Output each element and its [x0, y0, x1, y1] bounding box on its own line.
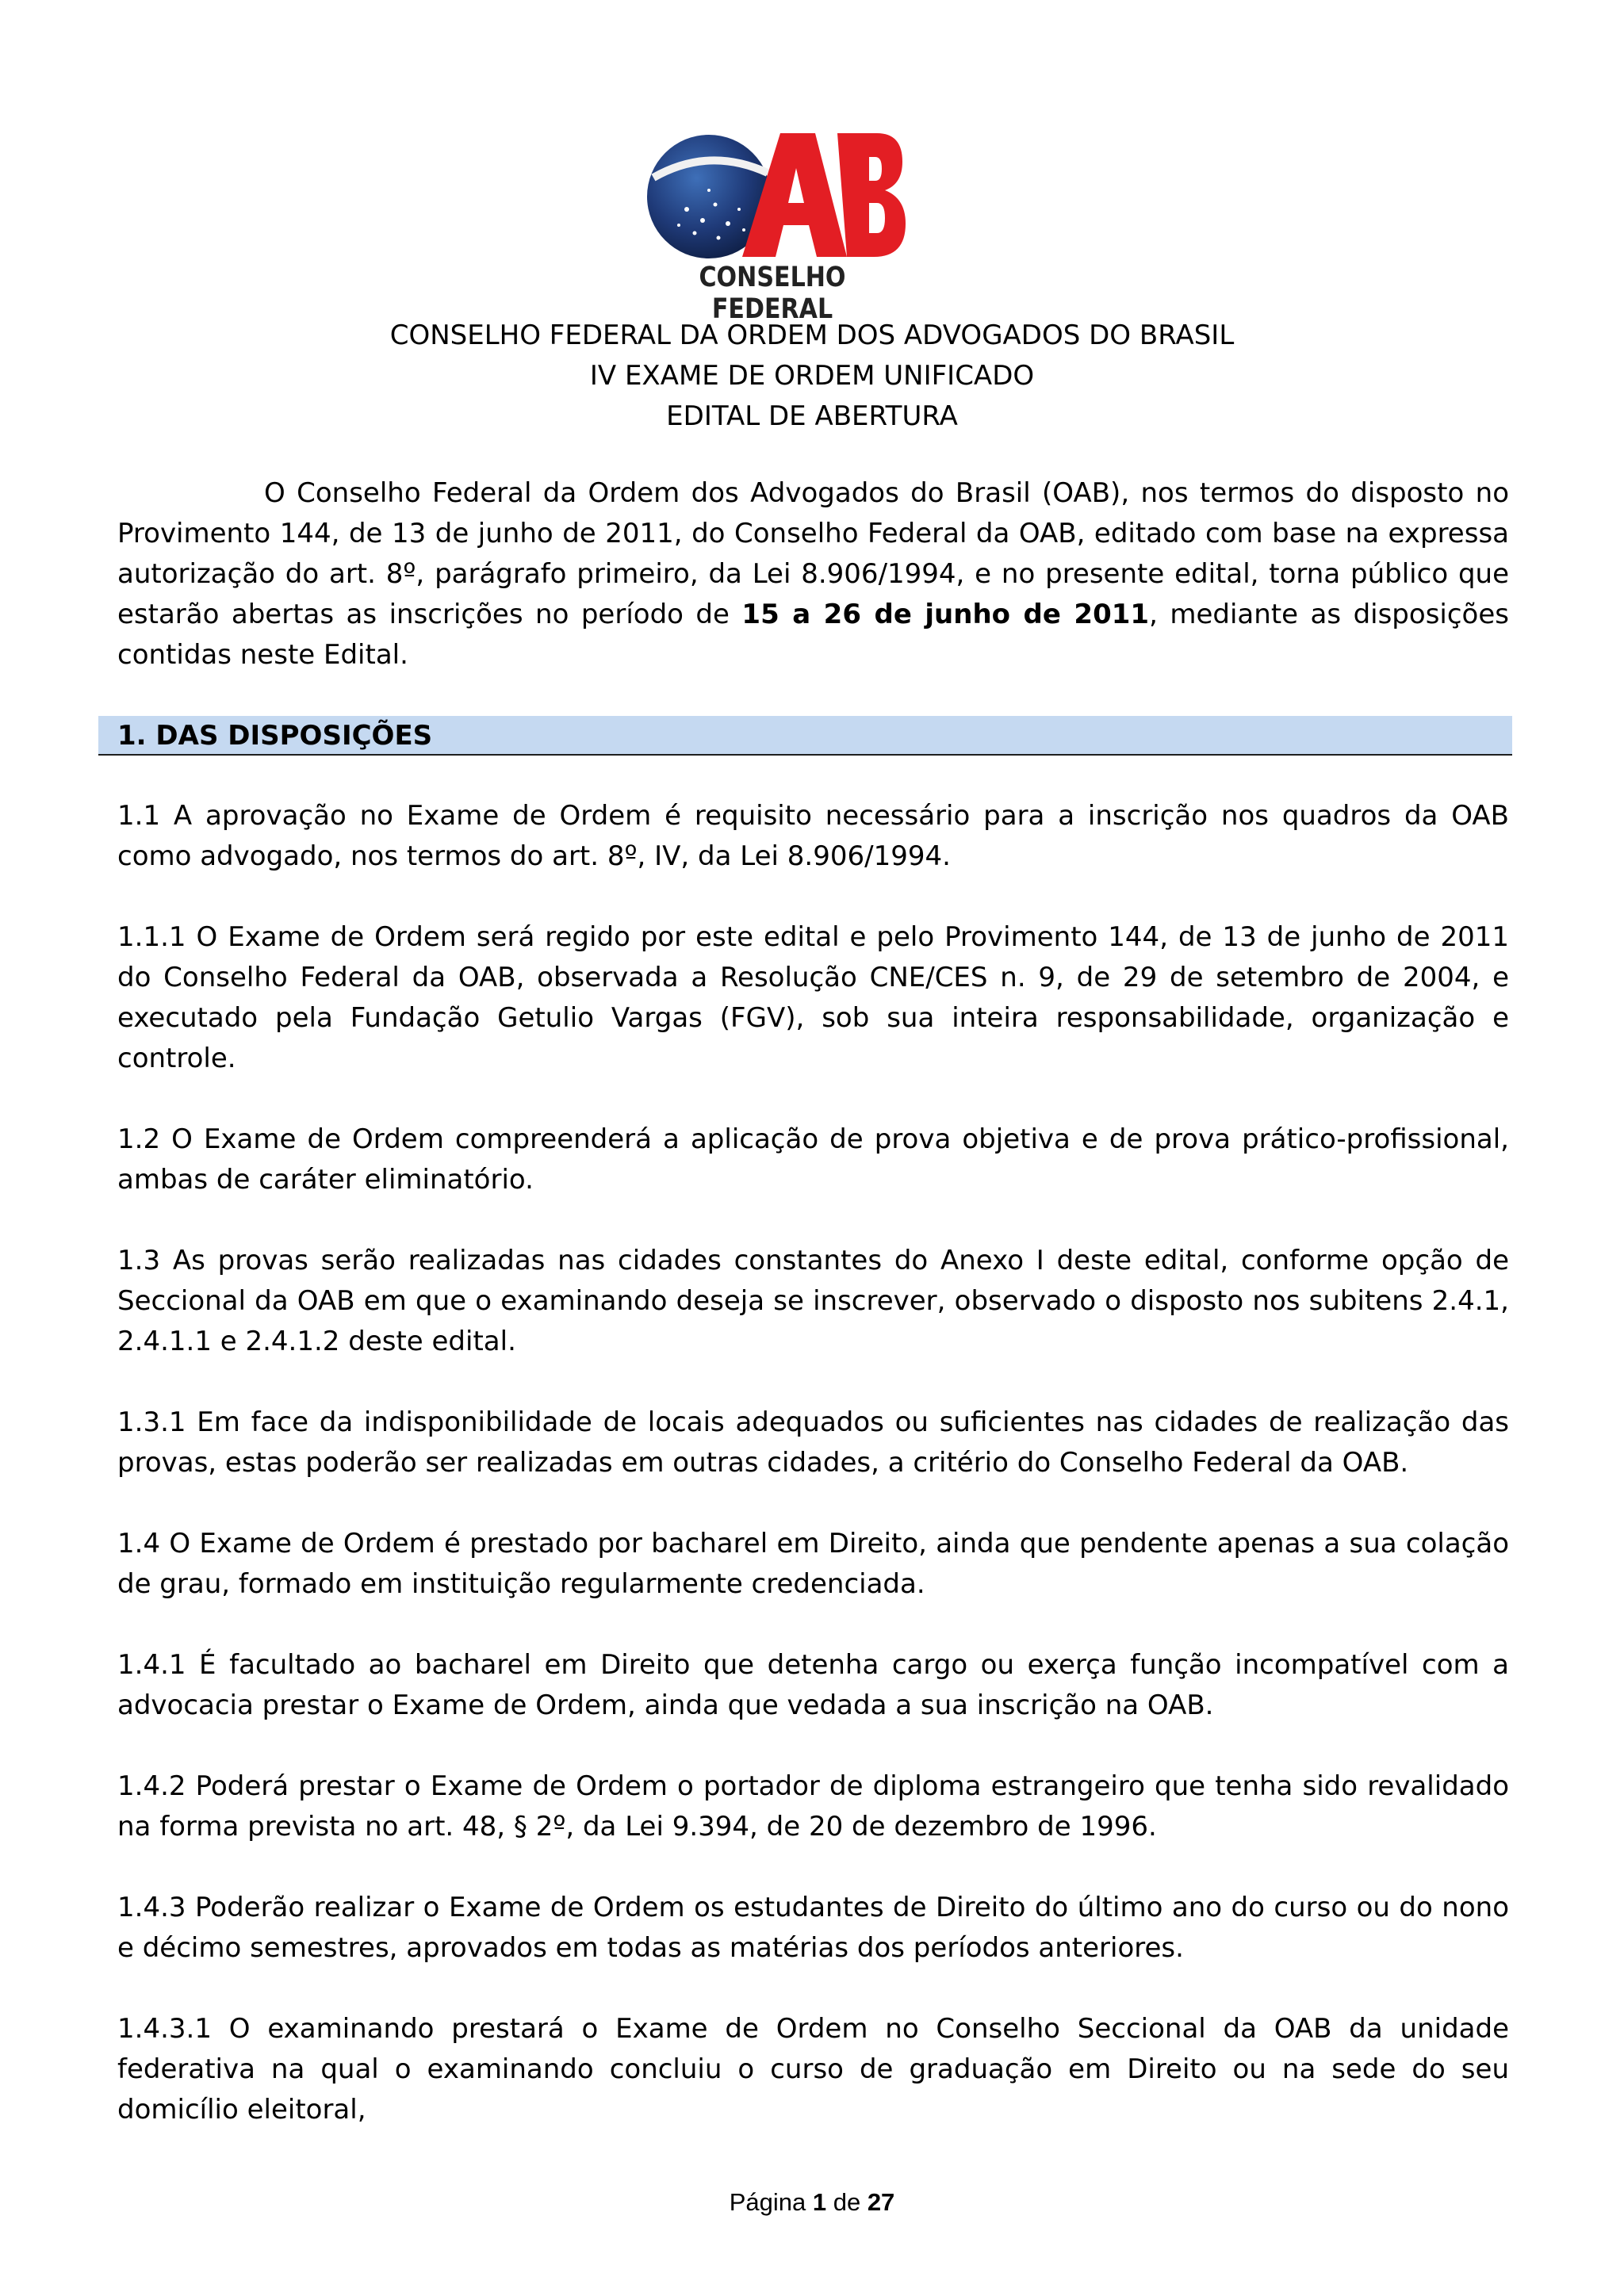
- header-line-1: CONSELHO FEDERAL DA ORDEM DOS ADVOGADOS DO BRASIL: [389, 320, 1235, 351]
- paragraph: 1.4 O Exame de Ordem é prestado por bacharel em Direito, ainda que pendente apenas a sua colação de grau, formado em instituição regularmente credenciada.: [117, 1528, 1509, 1600]
- paragraph: 1.4.3.1 O examinando prestará o Exame de Ordem no Conselho Seccional da OAB da unidade federativa na qual o examinando concluiu o curso de graduação em Direito ou na sede do seu domicílio eleitoral,: [117, 2013, 1509, 2126]
- document-body: [117, 473, 1509, 2171]
- section-heading: 1. DAS DISPOSIÇÕES: [98, 716, 1512, 756]
- intro-text-start: O Conselho Federal da Ordem dos Advogados do Brasil (OAB), nos termos do disposto no Provimento 144, de 13 de junho de 2011, do Conselho Federal da OAB, editado com base na expressa autorização do art. 8º, parágrafo primeiro, da Lei 8.906/1994, e no presente edital, torna público que estarão abertas as inscrições no período de: [117, 477, 1509, 630]
- paragraph: 1.2 O Exame de Ordem compreenderá a aplicação de prova objetiva e de prova prático-profissional, ambas de caráter eliminatório.: [117, 1123, 1509, 1196]
- footer-prefix: Página: [729, 2188, 813, 2216]
- intro-text-end: , mediante as disposições contidas neste Edital.: [117, 599, 1509, 671]
- paragraph: 1.3.1 Em face da indisponibilidade de locais adequados ou suficientes nas cidades de realização das provas, estas poderão ser realizadas em outras cidades, a critério do Conselho Federal da OAB.: [117, 1406, 1509, 1479]
- oab-logo: [639, 122, 906, 325]
- logo-caption: CONSELHO FEDERAL: [699, 262, 846, 325]
- page-footer: [0, 2188, 1624, 2217]
- header-line-2: IV EXAME DE ORDEM UNIFICADO: [589, 360, 1035, 392]
- intro-paragraph: [117, 473, 1509, 675]
- paragraph: 1.3 As provas serão realizadas nas cidades constantes do Anexo I deste edital, conforme opção de Seccional da OAB em que o examinando deseja se inscrever, observado o disposto nos subitens 2.4.1, 2.4.1.1 e 2.4.1.2 deste edital.: [117, 1245, 1509, 1357]
- paragraph: 1.4.1 É facultado ao bacharel em Direito que detenha cargo ou exerça função incompatível com a advocacia prestar o Exame de Ordem, ainda que vedada a sua inscrição na OAB.: [117, 1649, 1509, 1721]
- header-line-3: EDITAL DE ABERTURA: [666, 400, 958, 432]
- paragraph: 1.4.3 Poderão realizar o Exame de Ordem os estudantes de Direito do último ano do curso ou do nono e décimo semestres, aprovados em todas as matérias dos períodos anteriores.: [117, 1892, 1509, 1964]
- footer-total-pages: 27: [867, 2188, 895, 2216]
- oab-logo-icon: [639, 122, 906, 262]
- paragraph: 1.1.1 O Exame de Ordem será regido por este edital e pelo Provimento 144, de 13 de junho de 2011 do Conselho Federal da OAB, observada a Resolução CNE/CES n. 9, de 29 de setembro de 2004, e executado pela Fundação Getulio Vargas (FGV), sob sua inteira responsabilidade, organização e controle.: [117, 921, 1509, 1074]
- registration-period: 15 a 26 de junho de 2011: [741, 599, 1150, 630]
- paragraph: 1.1 A aprovação no Exame de Ordem é requisito necessário para a inscrição nos quadros da OAB como advogado, nos termos do art. 8º, IV, da Lei 8.906/1994.: [117, 800, 1509, 872]
- footer-current-page: 1: [812, 2188, 827, 2216]
- document-header: [0, 316, 1624, 437]
- paragraph: 1.4.2 Poderá prestar o Exame de Ordem o portador de diploma estrangeiro que tenha sido revalidado na forma prevista no art. 48, § 2º, da Lei 9.394, de 20 de dezembro de 1996.: [117, 1770, 1509, 1843]
- footer-middle: de: [826, 2188, 868, 2216]
